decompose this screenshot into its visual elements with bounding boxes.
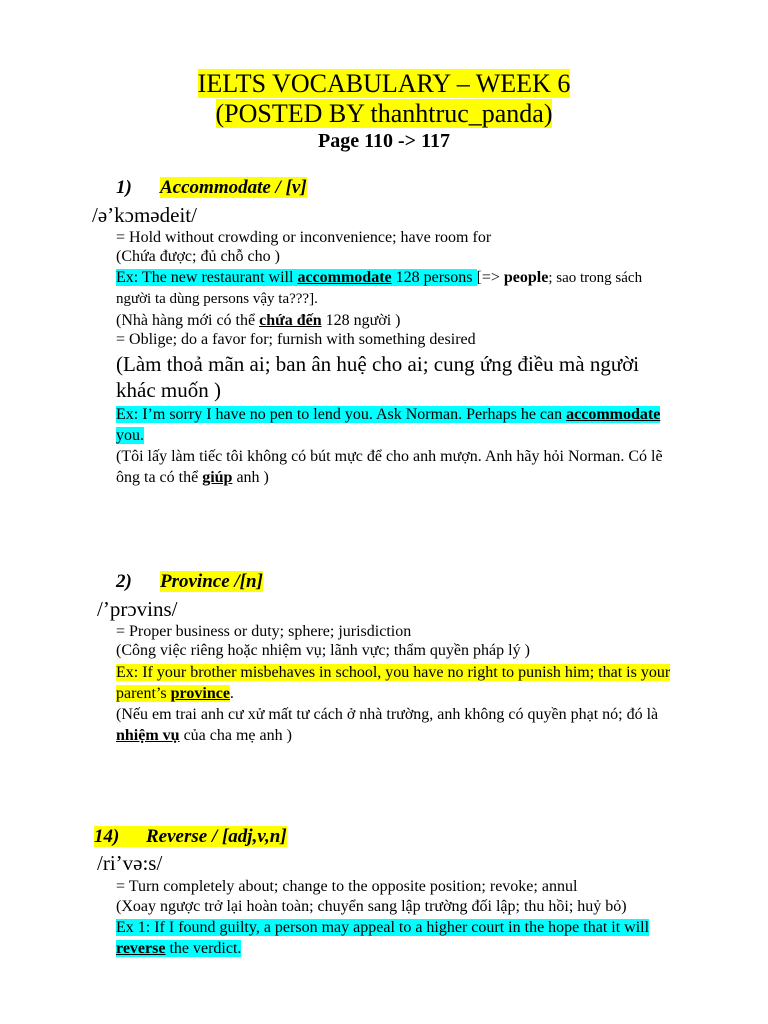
entry-1-ex1-vi-keyword: chứa đến	[259, 312, 322, 329]
entry-14-def1-vi: (Xoay ngược trở lại hoàn toàn; chuyển sang lập trường đối lập; thu hồi; huỷ bỏ)	[116, 898, 627, 915]
entry-1-def2-vi-line2: khác muốn )	[116, 378, 221, 402]
doc-title	[0, 68, 768, 100]
entry-14-heading	[94, 826, 287, 848]
entry-14-highlight	[94, 826, 287, 847]
entry-2-heading	[116, 571, 263, 593]
page-range: Page 110 -> 117	[318, 130, 450, 152]
entry-1-ex1-vi	[116, 311, 401, 330]
entry-2-ex1-vi-b: của cha mẹ anh )	[179, 727, 292, 744]
entry-1-ex1-highlight	[116, 269, 477, 286]
entry-1-ex1-note-b: ; sao trong sách	[548, 270, 643, 286]
entry-14-def1: = Turn completely about; change to the opposite position; revoke; annul	[116, 878, 578, 895]
doc-title-line2: (POSTED BY thanhtruc_panda)	[215, 99, 553, 128]
entry-14-word: Reverse / [adj,v,n]	[146, 826, 287, 847]
entry-1-ex1	[116, 268, 642, 288]
entry-1-ex1-text-b: 128 persons	[391, 269, 477, 286]
entry-1-ex1-vi-b: 128 người )	[321, 312, 401, 329]
entry-14-ex1-highlight	[116, 940, 241, 957]
entry-2-ex1-keyword: province	[170, 685, 230, 702]
entry-2-word: Province /[n]	[160, 571, 263, 592]
entry-14-ex1-text-b: the verdict.	[165, 940, 242, 957]
entry-1-ex2-vi-c: anh )	[232, 469, 269, 486]
entry-1-ex2-vi-a: (Tôi lấy làm tiếc tôi không có bút mực để cho anh mượn. Anh hãy hỏi Norman. Có lẽ	[116, 448, 663, 465]
entry-14-ipa: /ri’və:s/	[97, 851, 163, 875]
doc-subtitle	[0, 98, 768, 130]
entry-2-ex1	[116, 663, 670, 682]
entry-14-ex1-text-a: Ex 1: If I found guilty, a person may appeal to a higher court in the hope that it will	[116, 919, 650, 936]
entry-1-def1: = Hold without crowding or inconvenience; have room for	[116, 229, 492, 246]
entry-14-number: 14)	[94, 826, 120, 847]
entry-1-ex2-keyword: accommodate	[566, 406, 661, 423]
entry-1-ex1-text-a: Ex: The new restaurant will	[116, 269, 298, 286]
entry-1-ex2-highlight	[116, 406, 660, 423]
entry-1-word: Accommodate / [v]	[160, 177, 307, 198]
entry-1-def2-vi-line1: (Làm thoả mãn ai; ban ân huệ cho ai; cung ứng điều mà người	[116, 352, 640, 376]
entry-1-ex2-vi-b: ông ta có thể	[116, 469, 203, 486]
entry-1-number: 1)	[116, 177, 132, 198]
entry-1-ex1-note-bold: people	[503, 269, 549, 286]
entry-2-number: 2)	[116, 571, 132, 592]
entry-1-ex2-text-b: you.	[116, 427, 144, 444]
entry-1-ex2-vi-line2	[116, 468, 269, 487]
entry-14-ex1	[116, 918, 649, 937]
entry-1-def1-vi: (Chứa được; đủ chỗ cho )	[116, 248, 280, 265]
entry-2-ex1-vi-line2	[116, 726, 292, 745]
entry-14-ex1-keyword: reverse	[116, 940, 166, 957]
entry-2-ex1-text-a: Ex: If your brother misbehaves in school, you have no right to punish him; that is your	[116, 664, 671, 681]
entry-1-ex1-note-a: [=>	[476, 269, 504, 286]
entry-1-ex2	[116, 405, 660, 424]
entry-1-ipa: /ə’kɔmədeit/	[92, 203, 197, 227]
entry-2-def1: = Proper business or duty; sphere; jurisdiction	[116, 623, 412, 640]
entry-14-ex1-line2	[116, 939, 241, 958]
entry-1-ex2-vi-keyword: giúp	[202, 469, 233, 486]
entry-2-def1-vi: (Công việc riêng hoặc nhiệm vụ; lãnh vực; thẩm quyền pháp lý )	[116, 642, 530, 659]
entry-2-ex1-line2	[116, 684, 234, 703]
entry-1-ex1-note-c: người ta dùng persons vậy ta???].	[116, 291, 318, 307]
entry-2-ex1-text-b: parent’s	[116, 685, 171, 702]
entry-2-ex1-highlight	[116, 685, 230, 702]
doc-title-line1: IELTS VOCABULARY – WEEK 6	[197, 69, 571, 98]
entry-2-ex1-text-c: .	[229, 685, 234, 702]
entry-2-ipa: /’prɔvins/	[97, 597, 178, 621]
entry-1-ex1-vi-a: (Nhà hàng mới có thể	[116, 312, 260, 329]
entry-1-heading	[116, 177, 307, 199]
entry-1-def2: = Oblige; do a favor for; furnish with something desired	[116, 331, 476, 348]
entry-1-ex2-b	[116, 426, 144, 445]
entry-2-ex1-vi-a: (Nếu em trai anh cư xử mất tư cách ở nhà trường, anh không có quyền phạt nó; đó là	[116, 706, 659, 723]
entry-2-ex1-vi-keyword: nhiệm vụ	[116, 727, 180, 744]
entry-1-ex2-text-a: Ex: I’m sorry I have no pen to lend you. Ask Norman. Perhaps he can	[116, 406, 567, 423]
entry-1-ex1-keyword: accommodate	[297, 269, 392, 286]
